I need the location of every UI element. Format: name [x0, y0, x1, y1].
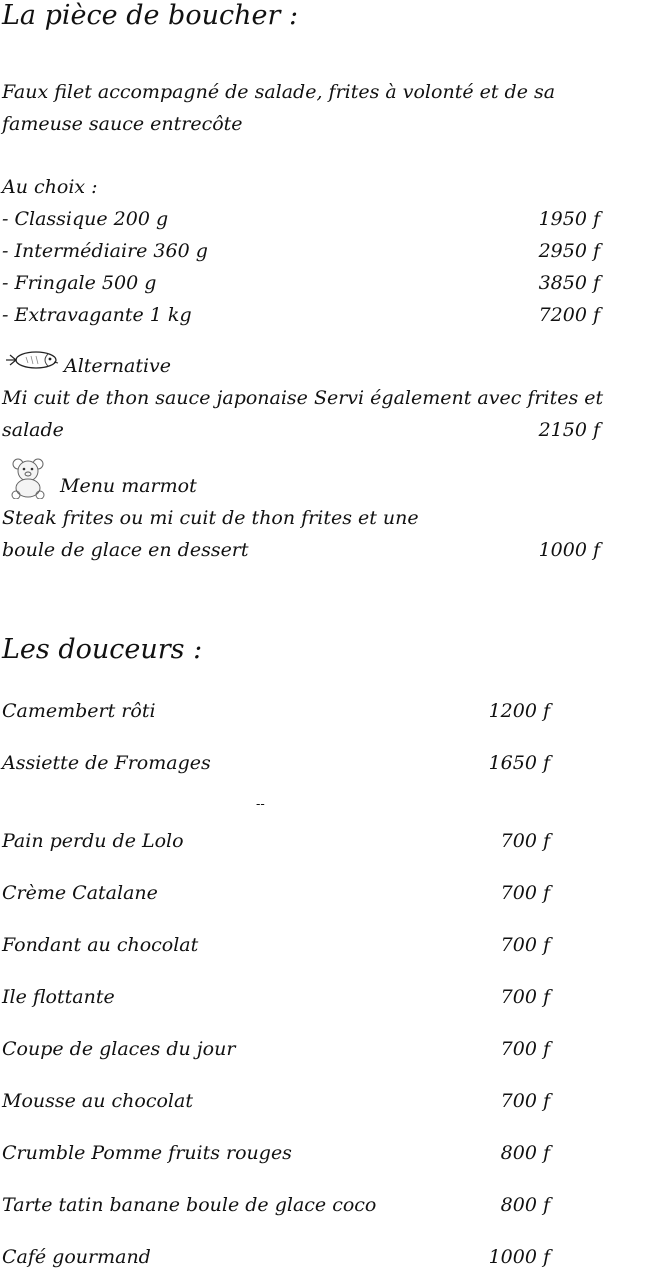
option-label-extravagante: - Extravagante 1 kg [2, 304, 192, 326]
dessert-price-pain-perdu: 700 f [500, 830, 550, 852]
teddy-bear-icon [6, 455, 50, 503]
dessert-label-creme-catalane: Crème Catalane [2, 882, 158, 904]
fromage-price-camembert: 1200 f [488, 700, 550, 722]
option-price-intermediaire: 2950 f [538, 240, 600, 262]
fish-icon [4, 349, 62, 375]
section-title-douceurs: Les douceurs : [2, 634, 203, 665]
dessert-price-creme-catalane: 700 f [500, 882, 550, 904]
dessert-label-coupe-glaces: Coupe de glaces du jour [2, 1038, 236, 1060]
dessert-label-ile-flottante: Ile flottante [2, 986, 115, 1008]
fromage-label-assiette: Assiette de Fromages [2, 752, 211, 774]
menu-marmot-line2: boule de glace en dessert [2, 539, 249, 561]
boucher-description-line2: fameuse sauce entrecôte [2, 113, 243, 135]
menu-marmot-title: Menu marmot [60, 475, 197, 497]
fromage-label-camembert: Camembert rôti [2, 700, 156, 722]
dessert-price-cafe-gourmand: 1000 f [488, 1246, 550, 1268]
dessert-price-coupe-glaces: 700 f [500, 1038, 550, 1060]
menu-marmot-price: 1000 f [538, 539, 600, 561]
boucher-description-line1: Faux filet accompagné de salade, frites à volonté et de sa [2, 81, 556, 103]
dessert-price-tarte-tatin: 800 f [500, 1194, 550, 1216]
separator: -- [256, 797, 265, 812]
option-price-fringale: 3850 f [538, 272, 600, 294]
menu-marmot-line1: Steak frites ou mi cuit de thon frites et une [2, 507, 419, 529]
dessert-label-mousse: Mousse au chocolat [2, 1090, 193, 1112]
choix-label: Au choix : [2, 176, 98, 198]
option-label-classique: - Classique 200 g [2, 208, 169, 230]
option-label-intermediaire: - Intermédiaire 360 g [2, 240, 208, 262]
dessert-label-crumble: Crumble Pomme fruits rouges [2, 1142, 292, 1164]
alternative-line2: salade [2, 419, 64, 441]
dessert-label-fondant: Fondant au chocolat [2, 934, 199, 956]
option-price-extravagante: 7200 f [538, 304, 600, 326]
option-price-classique: 1950 f [538, 208, 600, 230]
option-label-fringale: - Fringale 500 g [2, 272, 157, 294]
alternative-line1: Mi cuit de thon sauce japonaise Servi également avec frites et [2, 387, 604, 409]
alternative-title: Alternative [64, 355, 172, 377]
alternative-price: 2150 f [538, 419, 600, 441]
dessert-price-ile-flottante: 700 f [500, 986, 550, 1008]
dessert-price-mousse: 700 f [500, 1090, 550, 1112]
dessert-price-crumble: 800 f [500, 1142, 550, 1164]
dessert-label-tarte-tatin: Tarte tatin banane boule de glace coco [2, 1194, 377, 1216]
dessert-label-pain-perdu: Pain perdu de Lolo [2, 830, 184, 852]
dessert-price-fondant: 700 f [500, 934, 550, 956]
dessert-label-cafe-gourmand: Café gourmand [2, 1246, 151, 1268]
section-title-piece-boucher: La pièce de boucher : [2, 0, 299, 31]
fromage-price-assiette: 1650 f [488, 752, 550, 774]
